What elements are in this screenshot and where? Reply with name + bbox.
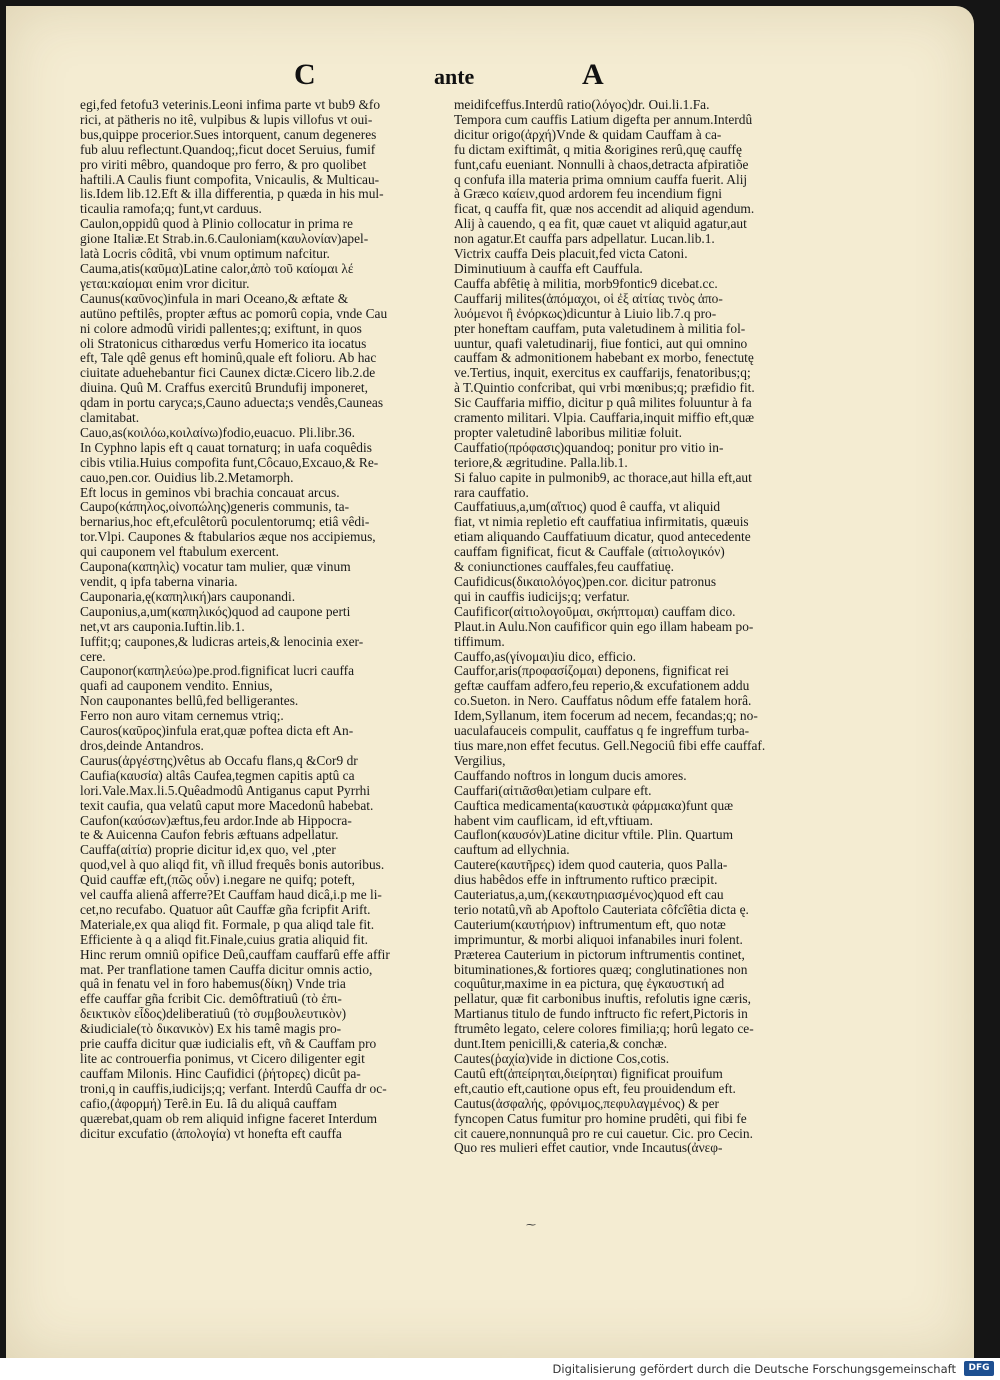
text-line: Cauffando noftros in longum ducis amores.: [454, 768, 687, 783]
text-line: vel cauffa alienâ afferre?Et Cauffam haud dicâ,i.p me li-: [80, 888, 382, 903]
text-line: bernarius,hoc eft,efculêtorû poculentorumq; etiâ vêdi-: [80, 515, 370, 530]
text-line: Martianus titulo de fundo inftructo fic refert,Pictoris in: [454, 1007, 748, 1022]
text-line: cauffam & admonitionem habebant ex morbo, fenectutę: [454, 351, 754, 366]
header-right-letter: A: [582, 58, 604, 91]
text-line: à T.Quintio confcribat, qui vrbi mœnibus;q; præfidio fit.: [454, 381, 755, 396]
text-line: cauffam Milonis. Hinc Caufidici (ῥήτορες) dicût pa-: [80, 1066, 361, 1081]
text-line: dunt.Item penicilli,& cateria,& conchæ.: [454, 1037, 668, 1052]
text-line: Cauffatio(πρόφασις)quandoq; ponitur pro vitio in-: [454, 440, 724, 455]
text-line: qui cauponem vel ftabulum exercent.: [80, 545, 279, 560]
text-line: à Græco καίειν,quod ardorem feu incendium figni: [454, 187, 722, 202]
text-line: Tempora cum cauffis Latium digefta per annum.Interdû: [454, 112, 753, 127]
text-line: Cauffor,aris(προφασίζομαι) deponens, fignificat rei: [454, 664, 729, 679]
text-line: ni colore admodû viridi pallentes;q; exiftunt, in quos: [80, 321, 362, 336]
text-line: Cauros(καῦρος)infula erat,quæ poftea dicta eft An-: [80, 724, 354, 739]
text-line: autüno peftilês, propter æftus ac pomorû copia, vnde Cau: [80, 306, 388, 321]
text-line: Cauponaria,ę(καπηλική)ars cauponandi.: [80, 589, 296, 604]
text-line: γεται:καίομαι enim vror dicitur.: [80, 276, 250, 291]
text-line: imprimuntur, & morbi aliquoi infanabiles inuri folent.: [454, 932, 743, 947]
text-line: funt,cafu eueniant. Nonnulli à chaos,detracta afpiratiõe: [454, 157, 749, 172]
text-line: Caulon,oppidû quod à Plinio collocatur in prima re: [80, 217, 353, 232]
text-line: cit cauere,nonnunquâ pro re cui cauetur. Cic. pro Cecin.: [454, 1126, 753, 1141]
text-line: pter honeftam cauffam, puta valetudinem à militia fol-: [454, 321, 746, 336]
text-line: quærebat,quam ob rem aliquid infigne faceret Interdum: [80, 1111, 378, 1126]
text-line: dros,deinde Antandros.: [80, 738, 204, 753]
text-line: Cauffa(αἰτία) proprie dicitur id,ex quo, vel ,pter: [80, 843, 336, 858]
text-line: Vergilius,: [454, 753, 506, 768]
running-header: [6, 58, 974, 98]
text-line: Caurus(ἀργέστης)vêtus ab Occafu flans,q &Cor9 dr: [80, 753, 358, 768]
text-line: Efficiente à q a aliqd fit.Finale,cuius gratia aliquid fit.: [80, 932, 368, 947]
text-line: bus,quippe procerior.Sues intorquent, canum degeneres: [80, 127, 377, 142]
right-text-column: [454, 98, 820, 1156]
text-line: fu dictam exiftimât, q mitia &origines rerû,quę cauffę: [454, 142, 742, 157]
text-line: Cauffa abfêtię à militia, morb9fontic9 dicebat.cc.: [454, 276, 718, 291]
text-line: ficat, q cauffa fit, quæ nos accendit ad aliquid agendum.: [454, 202, 755, 217]
text-line: cere.: [80, 649, 106, 664]
text-line: quod,vel à quo aliqd fit, vñ illud frequês bonis autoribus.: [80, 858, 385, 873]
text-line: Materiale,ex qua aliqd fit. Formale, p qua aliqd tale fit.: [80, 917, 375, 932]
text-line: Alij à cauendo, q ea fit, quæ cauet vt aliquid agatur,aut: [454, 217, 747, 232]
text-line: quâ in fenatu vel in foro habemus(δίκη) Vnde tria: [80, 977, 346, 992]
text-line: Caufon(καύσων)æftus,feu ardor.Inde ab Hippocra-: [80, 813, 352, 828]
text-line: rara cauffatio.: [454, 485, 529, 500]
text-line: teriore,& ægritudine. Palla.lib.1.: [454, 455, 628, 470]
text-line: pellatur, quæ fit carbonibus inuftis, refolutis igne cæris,: [454, 992, 751, 1007]
text-line: fyncopen Catus fumitur pro homine prudêti, qui fibi fe: [454, 1111, 747, 1126]
text-line: te & Auicenna Caufon febris æftuans adpellatur.: [80, 828, 339, 843]
text-line: coquûtur,maxime in ea pictura, quę ἐγκαυστική ad: [454, 977, 725, 992]
text-line: Cautere(καυτῆρες) idem quod cauteria, quos Palla-: [454, 858, 728, 873]
text-line: Cautus(ἀσφαλής, φρόνιμος,πεφυλαγμένος) & per: [454, 1096, 719, 1111]
text-line: ticaulia ramofa;q; funt,vt carduus.: [80, 202, 262, 217]
header-left-letter: C: [294, 58, 316, 91]
text-line: pro viriti mêbro, quandoque pro ferro, & pro quolibet: [80, 157, 367, 172]
text-line: Cauteriatus,a,um,(κεκαυτηριασμένος)quod eft cau: [454, 888, 724, 903]
text-line: qui in cauffis iudicijs;q; verfatur.: [454, 589, 630, 604]
text-line: egi,fed fetofu3 veterinis.Leoni infima parte vt bub9 &fo: [80, 98, 381, 112]
text-line: propter valetudinê laboribus militiæ foluit.: [454, 425, 682, 440]
text-line: Cauffari(αἰτιᾶσθαι)etiam culpare eft.: [454, 783, 652, 798]
text-line: cet,no recufabo. Quatuor aût Cauffæ gña fcripfit Arift.: [80, 902, 371, 917]
text-line: Cauma,atis(καῦμα)Latine calor,ἀπὸ τοῦ καίομαι λέ: [80, 261, 354, 276]
text-line: Caufidicus(δικαιολόγος)pen.cor. dicitur patronus: [454, 575, 717, 589]
text-line: habent vim cauflicam, id eft,vftiuam.: [454, 813, 653, 828]
text-line: tiffimum.: [454, 634, 505, 649]
text-line: diuina. Quû M. Craffus exercitû Brundufij imponeret,: [80, 381, 368, 396]
text-line: cramento militari. Vlpia. Cauffaria,inquit miffio eft,quæ: [454, 411, 755, 426]
text-line: quafi ad cauponem vendito. Ennius,: [80, 679, 273, 694]
text-line: Iuffit;q; caupones,& ludicras arteis,& lenocinia exer-: [80, 634, 364, 649]
text-line: Cauterium(καυτήριον) inftrumentum eft, quo notæ: [454, 917, 726, 932]
text-line: etiam aliquando Cauffatiuum dicatur, quod antecedente: [454, 530, 751, 545]
text-line: fiat, vt nimia repletio eft cauffatiua infirmitatis, quæuis: [454, 515, 749, 530]
text-line: terio notatû,vñ ab Apoftolo Cauteriata côfcîêtia dicta ę.: [454, 902, 749, 917]
text-line: latà Locris côditâ, vbi vnum optimum nafcitur.: [80, 247, 330, 262]
text-line: eft,cautio eft,cautione opus eft, feu prouidendum eft.: [454, 1081, 736, 1096]
text-line: cauo,pen.cor. Ouidius lib.2.Metamorph.: [80, 470, 294, 485]
text-line: haftili.A Caulis fiunt compofita, Vnicaulis, & Multicau-: [80, 172, 380, 187]
text-line: uaculafauceis compulit, cauffatus q fe ingreffum turba-: [454, 724, 750, 739]
text-line: oli Stratonicus citharœdus verfu Homerico ita iocatus: [80, 336, 367, 351]
text-line: Cauffarij milites(ἀπόμαχοι, οἱ ἐξ αἰτίας τινὸς ἀπο-: [454, 291, 723, 306]
text-line: clamitabat.: [80, 411, 140, 426]
text-line: Cauftica medicamenta(καυστικὰ φάρμακα)funt quæ: [454, 798, 734, 813]
text-line: Victrix cauffa Deis placuit,fed victa Catoni.: [454, 247, 688, 262]
text-line: rici, at pätheris no itê, vulpibus & lupis villofus vt oui-: [80, 112, 373, 127]
text-line: ve.Tertius, inquit, exercitus ex cauffarijs, fenatoribus;q;: [454, 366, 751, 381]
text-line: Non cauponantes bellû,fed belligerantes.: [80, 694, 299, 709]
text-line: Ferro non auro vitam cernemus vtriq;.: [80, 709, 284, 724]
text-line: Cauponor(καπηλεύω)pe.prod.fignificat lucri cauffa: [80, 664, 355, 679]
text-line: Præterea Cauterium in pictorum inftrumentis continet,: [454, 947, 745, 962]
text-line: ftrumêto legato, celere colores fimilia;q; horû legato ce-: [454, 1022, 754, 1037]
text-line: prie cauffa dicitur quæ iudicialis eft, vñ & Cauffam pro: [80, 1037, 377, 1052]
text-line: Cautû eft(ἀπείρηται,διείρηται) fignificat prouifum: [454, 1066, 723, 1081]
text-line: lori.Vale.Max.li.5.Quêadmodû Antiganus caput Pyrrhi: [80, 783, 371, 798]
text-line: Cauponius,a,um(καπηλικός)quod ad caupone perti: [80, 604, 351, 619]
text-line: uuntur, quafi valetudinarij, fiue fontici, aut qui omnino: [454, 336, 748, 351]
text-line: cibis vtilia.Huius compofita funt,Côcauo,Excauo,& Re-: [80, 455, 379, 470]
scanned-page: [6, 6, 974, 1358]
dfg-logo: DFG: [964, 1361, 994, 1376]
text-line: Plaut.in Aulu.Non caufificor quin ego illam habeam po-: [454, 619, 754, 634]
text-line: Quid cauffæ eft,(πῶς οὖν) i.negare ne quifq; poteft,: [80, 873, 356, 888]
text-line: ciuitate aduehebantur fici Caunex dictæ.Cicero lib.2.de: [80, 366, 376, 381]
text-line: tius mare,non effet fecutus. Gell.Negociû fibi effe cauffaf.: [454, 738, 766, 753]
text-line: co.Sueton. in Nero. Cauffatus nôdum effe fatalem horâ.: [454, 694, 752, 709]
text-line: troni,q in cauffis,iudicijs;q; verfant. Interdû Cauffa dr oc-: [80, 1081, 387, 1096]
text-line: lite ac controuerfia ponimus, vt Cicero diligenter egit: [80, 1052, 365, 1066]
text-line: Idem,Syllanum, item focerum ad necem, fecandas;q; no-: [454, 709, 758, 724]
text-line: Cautes(ῥαχία)vide in dictione Cos,cotis.: [454, 1052, 670, 1066]
text-line: effe cauffar gña fcribit Cic. demôftratiuû (τὸ ἐπι-: [80, 992, 342, 1007]
text-line: Caufia(καυσία) altâs Caufea,tegmen capitis aptû ca: [80, 768, 355, 783]
text-line: Caupona(καπηλὶς) vocatur tam mulier, quæ vinum: [80, 560, 351, 575]
text-line: Caufificor(αἰτιολογοῦμαι, σκήπτομαι) cauffam dico.: [454, 604, 736, 619]
text-line: Sic Cauffaria miffio, dicitur p quâ milites foluuntur à fa: [454, 396, 752, 411]
text-line: dius habêdos effe in inftrumento ruftico præcipit.: [454, 873, 718, 888]
text-line: fub aluu reflectunt.Quandoq;,ficut docet Seruius, fumif: [80, 142, 376, 157]
text-line: Eft locus in geminos vbi brachia concauat arcus.: [80, 485, 340, 500]
text-line: Cauo,as(κοιλόω,κοιλαίνω)fodio,euacuo. Pli.libr.36.: [80, 425, 355, 440]
text-line: Si faluo capite in pulmonib9, ac thorace,aut hilla eft,aut: [454, 470, 752, 485]
text-line: cauftum ad ellychnia.: [454, 843, 570, 858]
text-line: Cauffo,as(γίνομαι)iu dico, efficio.: [454, 649, 636, 664]
text-line: In Cyphno lapis eft q cauat tornaturq; in uafa coquêdis: [80, 440, 372, 455]
text-line: Cauffatiuus,a,um(αἴτιος) quod ê cauffa, vt aliquid: [454, 500, 721, 515]
text-line: eft, Tale qdê genus eft hominû,quale eft folioru. Ab hac: [80, 351, 377, 366]
text-line: tor.Vlpi. Caupones & ftabularios æque nos accipiemus,: [80, 530, 376, 545]
text-line: δεικτικὸν εἶδος)deliberatiuû (τὸ συμβουλευτικὸν): [80, 1007, 347, 1022]
text-line: gione Italiæ.Et Strab.in.6.Cauloniam(καυλονίαν)apel-: [80, 232, 369, 247]
text-line: cafio,(ἀφορμή) Terê.in Eu. Iâ du aliquâ cauffam: [80, 1096, 337, 1111]
header-middle-word: ante: [434, 64, 475, 89]
page-ornament: ⁓: [526, 1220, 537, 1231]
text-line: mat. Per tranflatione tamen Cauffa dicitur omnis actio,: [80, 962, 373, 977]
text-line: Hinc rerum omniû opifice Deû,cauffam cauffarû effe affir: [80, 947, 390, 962]
text-line: meidifceffus.Interdû ratio(λόγος)dr. Oui.li.1.Fa.: [454, 98, 710, 112]
text-line: vendit, q ipfa taberna vinaria.: [80, 575, 238, 589]
text-line: geftæ cauffam adfero,feu reperio,& excufationem addu: [454, 679, 750, 694]
text-line: net,vt ars cauponia.Iuftin.lib.1.: [80, 619, 245, 634]
text-line: q confufa illa materia prima omnium cauffa fuerit. Alij: [454, 172, 748, 187]
text-line: cauffam fignificat, ficut & Cauffale (αἰτιολογικόν): [454, 545, 725, 560]
text-line: texit caufia, qua velatû caput more Macedonû habebat.: [80, 798, 374, 813]
text-line: Quo res mulieri effet cautior, vnde Incautus(ἀνεφ-: [454, 1141, 723, 1156]
text-line: Caupo(κάπηλος,οἰνοπώλης)generis communis, ta-: [80, 500, 350, 515]
left-text-column: [80, 98, 436, 1141]
text-line: λυόμενοι ἢ ἐνόρκως)dicuntur à Liuio lib.7.q pro-: [454, 306, 717, 321]
text-line: lis.Idem lib.12.Eft & illa differentia, p quæda in his mul-: [80, 187, 384, 202]
text-line: qdam in portu caryca;s,Cauno aduecta;s vendês,Cauneas: [80, 396, 384, 411]
text-line: &iudiciale(τὸ δικανικὸν) Ex his tamê magis pro-: [80, 1022, 342, 1037]
text-line: Caunus(καῦνος)infula in mari Oceano,& æftate &: [80, 291, 349, 306]
text-line: Diminutiuum à cauffa eft Cauffula.: [454, 261, 643, 276]
text-line: bituminationes,& fortiores quæq; conglutinationes non: [454, 962, 748, 977]
text-line: non agatur.Et cauffa pars adpellatur. Lucan.lib.1.: [454, 232, 715, 247]
text-line: dicitur origo(ἀρχή)Vnde & quidam Cauffam à ca-: [454, 127, 722, 142]
text-line: Cauflon(καυσόν)Latine dicitur vftile. Plin. Quartum: [454, 828, 733, 843]
text-line: dicitur excufatio (ἀπολογία) vt honefta eft cauffa: [80, 1126, 342, 1141]
text-line: & coniunctiones cauffales,feu cauffatiuę.: [454, 560, 674, 575]
footer-credit: Digitalisierung gefördert durch die Deutsche Forschungsgemeinschaft: [552, 1362, 956, 1376]
footer-bar: [0, 1358, 1000, 1380]
